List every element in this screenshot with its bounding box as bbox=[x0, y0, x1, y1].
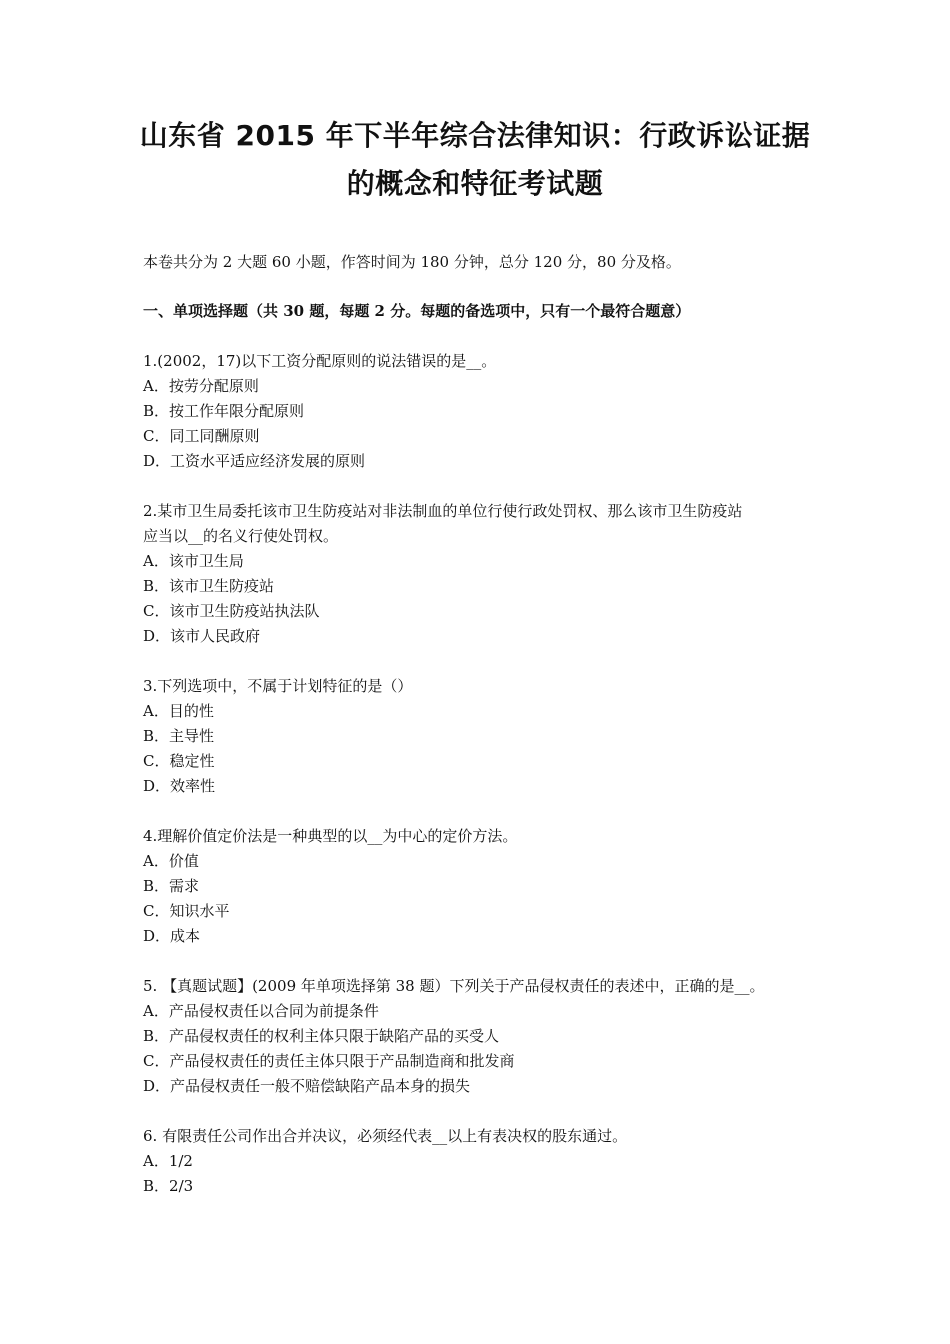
option-c: C．产品侵权责任的责任主体只限于产品制造商和批发商 bbox=[143, 1052, 515, 1070]
exam-intro: 本卷共分为 2 大题 60 小题，作答时间为 180 分钟，总分 120 分，80 分及格。 bbox=[143, 253, 681, 271]
section-heading: 一、单项选择题（共 30 题，每题 2 分。每题的备选项中，只有一个最符合题意） bbox=[143, 302, 691, 320]
question-2 bbox=[143, 499, 813, 649]
page-title bbox=[0, 112, 950, 208]
option-a: A．价值 bbox=[143, 852, 199, 870]
option-a: A．1/2 bbox=[143, 1152, 193, 1170]
option-c: C．该市卫生防疫站执法队 bbox=[143, 602, 320, 620]
question-5 bbox=[143, 974, 813, 1099]
option-d: D．产品侵权责任一般不赔偿缺陷产品本身的损失 bbox=[143, 1077, 471, 1095]
option-a: A．该市卫生局 bbox=[143, 552, 244, 570]
option-c: C．同工同酬原则 bbox=[143, 427, 260, 445]
option-a: A．按劳分配原则 bbox=[143, 377, 259, 395]
option-c: C．稳定性 bbox=[143, 752, 215, 770]
option-b: B．按工作年限分配原则 bbox=[143, 402, 305, 420]
question-text: 6. 有限责任公司作出合并决议，必须经代表__以上有表决权的股东通过。 bbox=[143, 1127, 628, 1145]
question-6 bbox=[143, 1124, 813, 1199]
question-1 bbox=[143, 349, 813, 474]
option-b: B．产品侵权责任的权利主体只限于缺陷产品的买受人 bbox=[143, 1027, 500, 1045]
option-d: D．工资水平适应经济发展的原则 bbox=[143, 452, 366, 470]
question-list bbox=[143, 349, 813, 1224]
question-text-line-2: 应当以__的名义行使处罚权。 bbox=[143, 527, 339, 545]
question-text: 3.下列选项中，不属于计划特征的是（） bbox=[143, 677, 413, 695]
title-line-1: 山东省 2015 年下半年综合法律知识：行政诉讼证据 bbox=[139, 119, 811, 152]
question-text: 1.(2002，17)以下工资分配原则的说法错误的是__。 bbox=[143, 352, 497, 370]
option-b: B．需求 bbox=[143, 877, 200, 895]
option-d: D．效率性 bbox=[143, 777, 216, 795]
title-line-2: 的概念和特征考试题 bbox=[346, 167, 604, 200]
option-a: A．目的性 bbox=[143, 702, 214, 720]
question-text: 4.理解价值定价法是一种典型的以__为中心的定价方法。 bbox=[143, 827, 518, 845]
option-d: D．成本 bbox=[143, 927, 201, 945]
question-text-line-1: 2.某市卫生局委托该市卫生防疫站对非法制血的单位行使行政处罚权、那么该市卫生防疫站 bbox=[143, 502, 743, 520]
option-b: B．主导性 bbox=[143, 727, 215, 745]
option-a: A．产品侵权责任以合同为前提条件 bbox=[143, 1002, 379, 1020]
option-b: B．该市卫生防疫站 bbox=[143, 577, 275, 595]
option-d: D．该市人民政府 bbox=[143, 627, 261, 645]
question-text: 5. 【真题试题】(2009 年单项选择第 38 题）下列关于产品侵权责任的表述中，正确的是__。 bbox=[143, 977, 765, 995]
question-3 bbox=[143, 674, 813, 799]
question-4 bbox=[143, 824, 813, 949]
option-b: B．2/3 bbox=[143, 1177, 194, 1195]
option-c: C．知识水平 bbox=[143, 902, 230, 920]
